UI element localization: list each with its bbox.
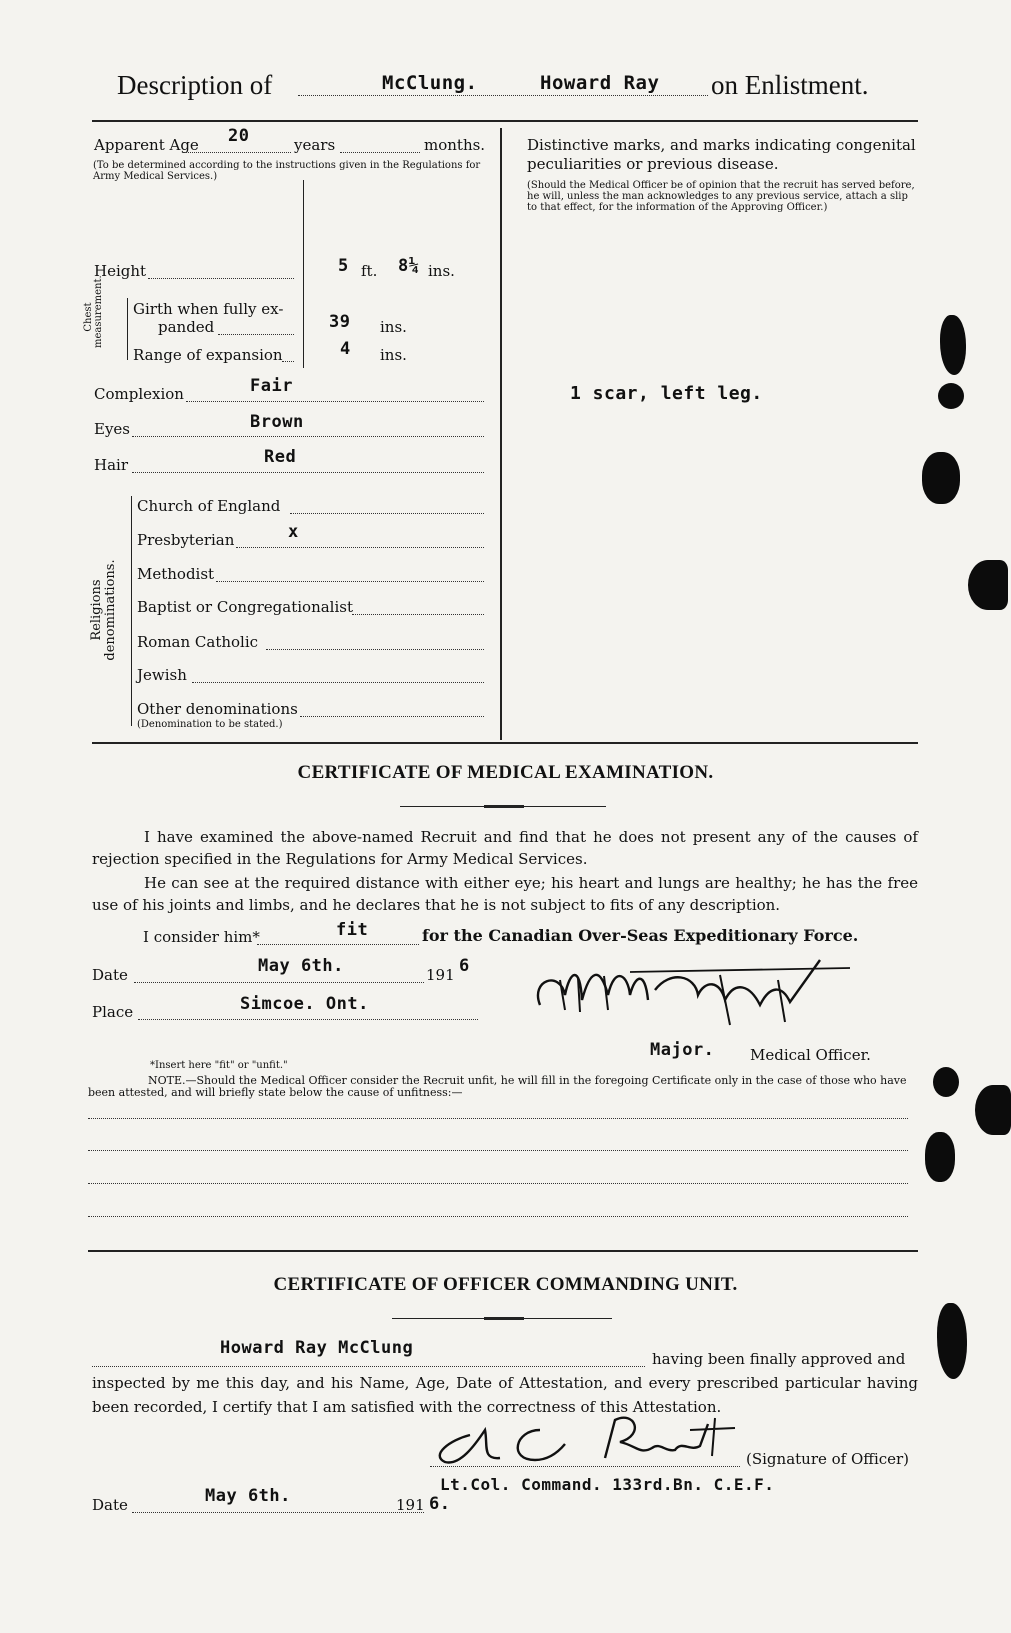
section-rule xyxy=(92,742,918,744)
religion-roman-catholic: Roman Catholic xyxy=(137,633,259,651)
medical-officer-label: Medical Officer. xyxy=(750,1046,871,1064)
binding-hole-mark xyxy=(938,383,964,409)
insert-note: *Insert here "fit" or "unfit." xyxy=(150,1060,288,1071)
section-rule-2 xyxy=(88,1250,918,1252)
commanding-title: CERTIFICATE OF OFFICER COMMANDING UNIT. xyxy=(273,1274,738,1295)
height-ft-value: 5 xyxy=(338,256,349,276)
age-note: (To be determined according to the instructions given in the Regulations for Army Medical Services.) xyxy=(93,160,481,182)
religion-methodist: Methodist xyxy=(137,565,215,583)
header-surname: McClung. xyxy=(382,72,478,94)
height-in-value: 8¼ xyxy=(398,256,420,276)
religion-presbyterian: Presbyterian xyxy=(137,531,235,549)
girth-label-1: Girth when fully ex- xyxy=(133,300,284,318)
binding-hole-mark xyxy=(937,1303,967,1379)
binding-hole-mark xyxy=(933,1067,959,1097)
chest-bracket xyxy=(127,298,128,360)
range-unit: ins. xyxy=(380,346,407,364)
consider-value: fit xyxy=(336,920,369,940)
commanding-officer-title: Lt.Col. Command. 133rd.Bn. C.E.F. xyxy=(440,1475,775,1494)
commanding-year-digit: 6. xyxy=(429,1494,451,1514)
binding-hole-mark xyxy=(940,315,966,375)
medical-officer-signature xyxy=(520,950,870,1030)
header-given-names: Howard Ray xyxy=(540,72,660,94)
medical-date-label: Date xyxy=(92,966,128,984)
religion-other: Other denominations xyxy=(137,700,298,718)
unfitness-line-1 xyxy=(88,1118,908,1119)
complexion-label: Complexion xyxy=(94,385,184,403)
range-label: Range of expansion xyxy=(133,346,283,364)
commanding-date-value: May 6th. xyxy=(205,1486,291,1506)
binding-hole-mark xyxy=(922,452,960,504)
marks-note: (Should the Medical Officer be of opinion that the recruit has served before, he will, unless the man acknowledges to any previous service, attach a slip to that effect, for the information of the Approving Officer.) xyxy=(527,180,915,213)
hair-value: Red xyxy=(264,447,297,467)
age-value: 20 xyxy=(228,126,250,146)
medical-title: CERTIFICATE OF MEDICAL EXAMINATION. xyxy=(297,762,714,783)
marks-title: Distinctive marks, and marks indicating congenital peculiarities or previous disease. xyxy=(527,136,916,173)
header-suffix: on Enlistment. xyxy=(711,70,869,100)
unfitness-note: NOTE.—Should the Medical Officer consider the Recruit unfit, he will fill in the foregoing Certificate only in the case of those who have been attested, and will briefly state below the cause of unfitness:— xyxy=(88,1074,907,1099)
medical-year-digit: 6 xyxy=(459,956,470,976)
months-label: months. xyxy=(424,136,486,154)
girth-unit: ins. xyxy=(380,318,407,336)
medical-date-value: May 6th. xyxy=(258,956,344,976)
place-value: Simcoe. Ont. xyxy=(240,994,369,1014)
height-ins-label: ins. xyxy=(428,262,455,280)
unfitness-line-3 xyxy=(88,1183,908,1184)
inner-divider xyxy=(303,180,304,368)
commanding-text-3: been recorded, I certify that I am satisfied with the correctness of this Attestation. xyxy=(92,1398,722,1416)
binding-hole-mark xyxy=(968,560,1008,610)
place-label: Place xyxy=(92,1003,134,1021)
medical-paragraph-1: I have examined the above-named Recruit and find that he does not present any of the causes of rejection specified in the Regulations for Army Medical Services. xyxy=(92,828,918,868)
range-value: 4 xyxy=(340,339,351,359)
years-label: years xyxy=(294,136,336,154)
force-label: for the Canadian Over-Seas Expeditionary Force. xyxy=(422,926,859,945)
binding-hole-mark xyxy=(925,1132,955,1182)
denomination-note: (Denomination to be stated.) xyxy=(137,719,283,730)
signature-label: (Signature of Officer) xyxy=(746,1450,910,1468)
religion-church-of-england: Church of England xyxy=(137,497,281,515)
complexion-value: Fair xyxy=(250,376,293,396)
religions-label: Religions denominations. xyxy=(89,559,118,661)
medical-year-prefix: 191 xyxy=(426,966,455,984)
header-prefix: Description of xyxy=(117,70,273,100)
medical-officer-rank: Major. xyxy=(650,1040,715,1060)
commanding-year-prefix: 191 xyxy=(396,1496,425,1514)
height-label: Height xyxy=(94,262,147,280)
chest-label: Chest measurement. xyxy=(83,275,104,348)
consider-label: I consider him* xyxy=(143,928,260,946)
unfitness-line-4 xyxy=(88,1216,908,1217)
column-divider xyxy=(500,128,502,740)
commanding-date-label: Date xyxy=(92,1496,128,1514)
religion-presbyterian-mark: x xyxy=(288,522,299,542)
medical-paragraph-2: He can see at the required distance with either eye; his heart and lungs are healthy; he has the free use of his joints and limbs, and he declares that he is not subject to fits of any description. xyxy=(92,874,918,914)
hair-label: Hair xyxy=(94,456,128,474)
eyes-value: Brown xyxy=(250,412,304,432)
commanding-name-value: Howard Ray McClung xyxy=(220,1338,414,1358)
religion-baptist: Baptist or Congregationalist xyxy=(137,598,353,616)
girth-label-2: panded xyxy=(158,318,215,336)
religions-bracket xyxy=(131,496,132,726)
commanding-officer-signature xyxy=(390,1400,750,1470)
header-rule xyxy=(92,120,918,122)
binding-hole-mark xyxy=(975,1085,1011,1135)
unfitness-line-2 xyxy=(88,1150,908,1151)
commanding-text-1: having been finally approved and xyxy=(652,1350,906,1368)
ft-label: ft. xyxy=(361,262,378,280)
marks-value: 1 scar, left leg. xyxy=(570,383,763,404)
girth-value: 39 xyxy=(329,312,351,332)
eyes-label: Eyes xyxy=(94,420,130,438)
commanding-text-2: inspected by me this day, and his Name, Age, Date of Attestation, and every prescribed particular having xyxy=(92,1374,918,1392)
religion-jewish: Jewish xyxy=(137,666,187,684)
age-label: Apparent Age xyxy=(94,136,199,154)
